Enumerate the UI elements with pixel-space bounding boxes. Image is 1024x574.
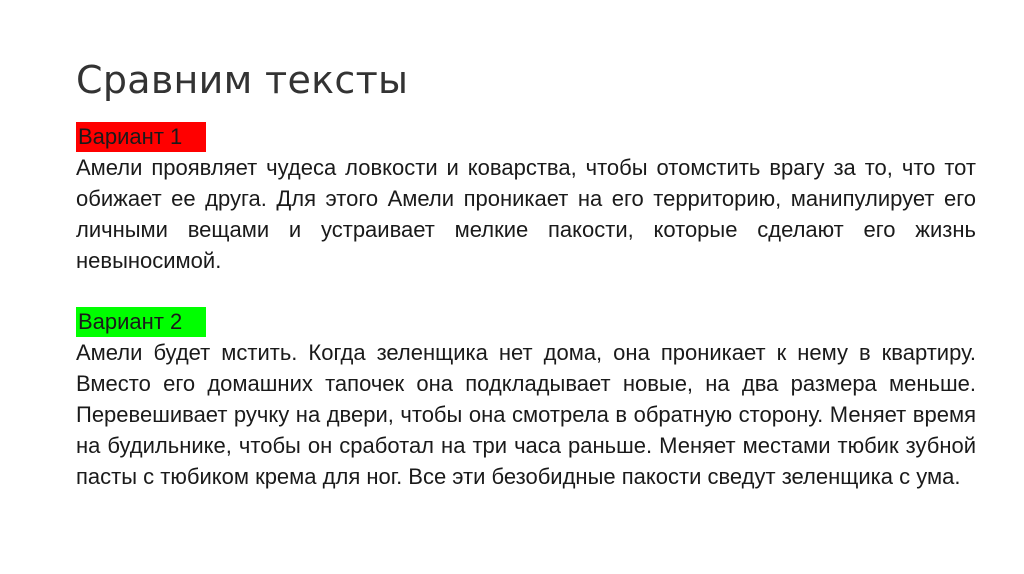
slide-title: Сравним тексты: [76, 58, 409, 102]
variant-1-text: Амели проявляет чудеса ловкости и коварства, чтобы отомстить врагу за то, что тот обижает ее друга. Для этого Амели проникает на его территорию, манипулирует его личными вещами и устраивает мелкие пакости, которые сделают его жизнь невыносимой.: [76, 155, 976, 273]
variant-1-block: [76, 122, 976, 276]
variant-2-label: Вариант 2: [76, 307, 206, 337]
variant-2-text: Амели будет мстить. Когда зеленщика нет дома, она проникает к нему в квартиру. Вместо его домашних тапочек она подкладывает новые, на два размера меньше. Перевешивает ручку на двери, чтобы она смотрела в обратную сторону. Меняет время на будильнике, чтобы он сработал на три часа раньше. Меняет местами тюбик зубной пасты с тюбиком крема для ног. Все эти безобидные пакости сведут зеленщика с ума.: [76, 340, 976, 489]
variant-1-label: Вариант 1: [76, 122, 206, 152]
slide-content: [76, 122, 976, 492]
variant-2-block: [76, 307, 976, 492]
